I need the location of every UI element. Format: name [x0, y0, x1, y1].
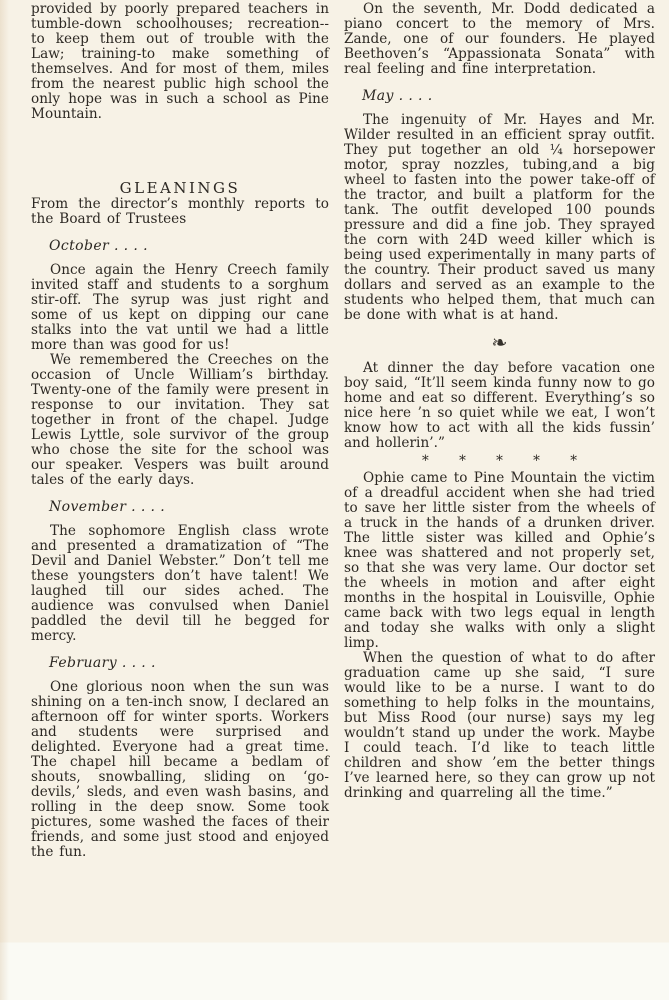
section-title-gleanings: GLEANINGS	[119, 179, 241, 197]
left-column	[31, 2, 329, 860]
section-subtitle: From the director’s monthly reports to the Board of Trustees	[31, 196, 329, 227]
october-paragraph-2: We remembered the Creeches on the occasion of Uncle William’s birthday. Twenty-one of the family were present in response to our invitation. They sat together in front of the chapel. Judge Lewis Lyttle, sole survivor of the group who chose the site for the school was our speaker. Vespers was built around tales of the early days.	[31, 352, 329, 488]
ophie-graduation-paragraph: When the question of what to do after graduation came up she said, “I sure would like to be a nurse. I want to do something to help folks in the mountains, but Miss Rood (our nurse) says my leg wouldn’t stand up under the work. Maybe I could teach. I’d like to teach little children and show ’em the better things I’ve learned here, so they can grow up not drinking and quarreling all the time.”	[344, 650, 655, 801]
february-paragraph: One glorious noon when the sun was shining on a ten-inch snow, I declared an afternoon off for winter sports. Workers and students were surprised and delighted. Everyone had a great time. The chapel hill became a bedlam of shouts, snowballing, sliding on ‘go-devils,’ sleds, and even wash basins, and rolling in the deep snow. Some took pictures, some washed the faces of their friends, and some just stood and enjoyed the fun.	[31, 679, 329, 860]
november-paragraph: The sophomore English class wrote and presented a dramatization of “The Devil and Daniel Webster.” Don’t tell me these youngsters don’t have talent! We laughed till our sides ached. The audience was convulsed when Daniel paddled the devil till he begged for mercy.	[31, 523, 329, 644]
intro-paragraph: provided by poorly prepared teachers in tumble-down schoolhouses; recreation-- to keep them out of trouble with the Law; training-to make something of themselves. And for most of them, miles from the nearest public high school the only hope was in such a school as Pine Mountain.	[31, 1, 329, 122]
fleuron-ornament-icon: ❧	[491, 332, 508, 354]
month-heading-november: November . . . .	[49, 499, 166, 515]
october-paragraph-1: Once again the Henry Creech family invited staff and students to a sorghum stir-off. The syrup was just right and some of us kept on dipping our cane stalks into the vat until we had a little more than was good for us!	[31, 262, 329, 353]
asterisk-separator: * * * * *	[422, 453, 577, 469]
month-heading-october: October . . . .	[49, 238, 148, 254]
piano-concert-paragraph: On the seventh, Mr. Dodd dedicated a piano concert to the memory of Mrs. Zande, one of our founders. He played Beethoven’s “Appassionata Sonata” with real feeling and fine interpretation.	[344, 1, 655, 77]
dinner-quote-paragraph: At dinner the day before vacation one boy said, “It’ll seem kinda funny now to go home and eat so different. Everything’s so nice here ’n so quiet while we eat, I won’t know how to act with all the kids fussin’ and hollerin’.”	[344, 360, 655, 451]
month-heading-february: February . . . .	[49, 655, 156, 671]
spray-outfit-paragraph: The ingenuity of Mr. Hayes and Mr. Wilder resulted in an efficient spray outfit. They put together an old ¼ horsepower motor, spray nozzles, tubing,and a big wheel to fasten into the power take-off of the tractor, and built a platform for the tank. The outfit developed 100 pounds pressure and did a fine job. They sprayed the corn with 24D weed killer which is being used experimentally in many parts of the country. Their product saved us many dollars and served as an example to the students who helped them, that much can be done with what is at hand.	[344, 112, 655, 323]
right-column	[344, 2, 655, 860]
ophie-accident-paragraph: Ophie came to Pine Mountain the victim of a dreadful accident when she had tried to save her little sister from the wheels of a truck in the hands of a drunken driver. The little sister was killed and Ophie’s knee was shattered and not properly set, so that she was very lame. Our doctor set the wheels in motion and after eight months in the hospital in Louisville, Ophie came back with two legs equal in length and today she walks with only a slight limp.	[344, 470, 655, 651]
month-heading-may: May . . . .	[362, 88, 433, 104]
